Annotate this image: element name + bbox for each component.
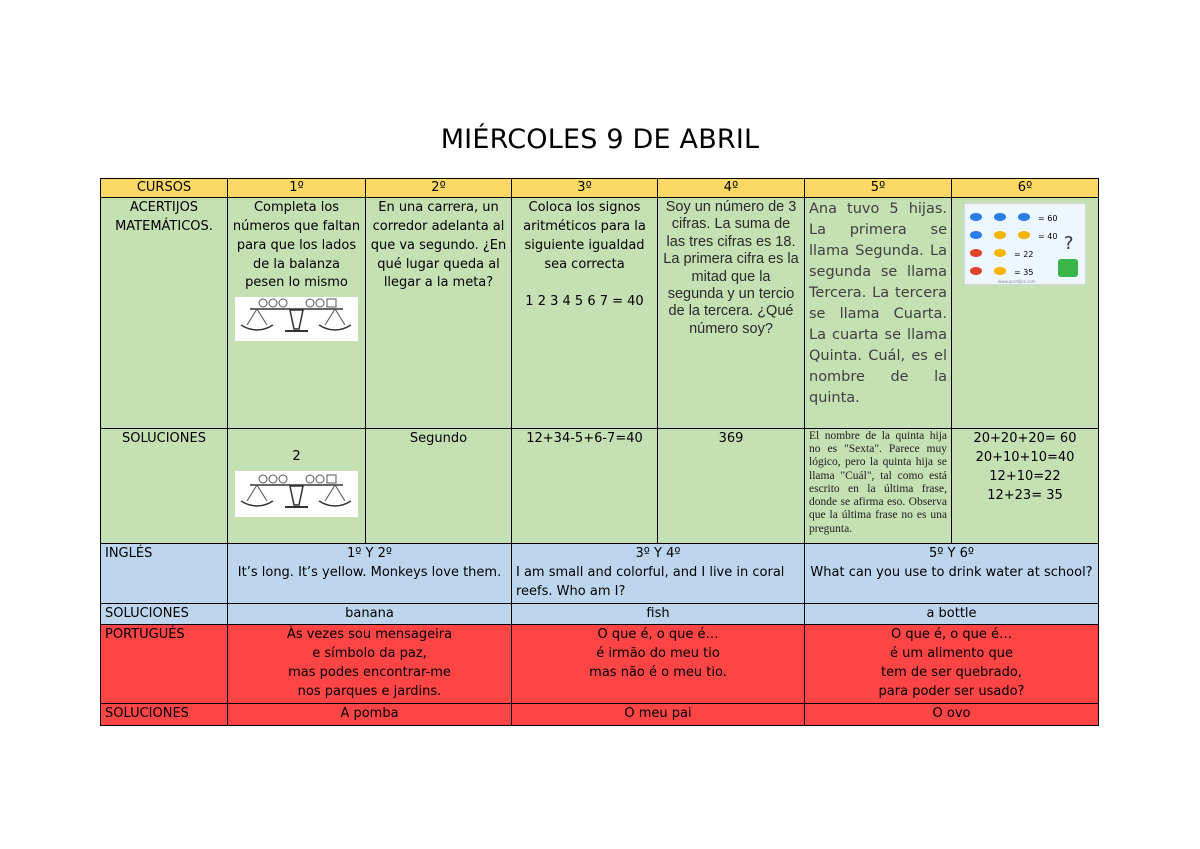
- ingles-group-2-grades: 3º Y 4º: [635, 546, 681, 561]
- ingles-label: INGLÉS: [101, 544, 228, 604]
- puzzle-question-mark: ?: [1064, 233, 1074, 254]
- solucion-ing-2: fish: [512, 603, 805, 625]
- ingles-group-2-text: I am small and colorful, and I live in coral reefs. Who am I?: [516, 564, 785, 599]
- solucion-grade-3: 12+34-5+6-7=40: [512, 429, 658, 544]
- acertijo-grade-3: [512, 198, 658, 429]
- acertijo-grade-4: Soy un número de 3 cifras. La suma de las tres cifras es 18. La primera cifra es la mitad que la segunda y un tercio de la tercera. ¿Qué número soy?: [658, 198, 805, 429]
- solucion-grade-5: El nombre de la quinta hija no es "Sexta". Parece muy lógico, pero la quinta hija se llama "Cuál", tal como está escrito en la última frase, donde se afirma eso. Observa que la última frase no es una pregunta.: [805, 429, 952, 544]
- ingles-row: [101, 544, 1099, 604]
- acertijo-grade-5: Ana tuvo 5 hijas. La primera se llama Segunda. La segunda se llama Tercera. La tercera se llama Cuarta. La cuarta se llama Quinta. Cuál, es el nombre de la quinta.: [805, 198, 952, 429]
- ingles-group-2: [512, 544, 805, 604]
- solucion-grade-6: 20+20+20= 60 20+10+10=40 12+10=22 12+23= 35: [952, 429, 1099, 544]
- header-cursos: CURSOS: [101, 179, 228, 198]
- soluciones-por-label: SOLUCIONES: [101, 704, 228, 726]
- header-grade-1: 1º: [228, 179, 366, 198]
- soluciones-ing-label: SOLUCIONES: [101, 603, 228, 625]
- ingles-group-3-text: What can you use to drink water at school?: [810, 564, 1093, 580]
- puzzle-site: www.acertijos.com: [998, 279, 1036, 284]
- header-grade-5: 5º: [805, 179, 952, 198]
- acertijo-grade-3-text: Coloca los signos aritméticos para la siguiente igualdad sea correcta: [523, 200, 646, 272]
- solucion-ing-3: a bottle: [805, 603, 1099, 625]
- puzzle-sum-2: = 40: [1038, 232, 1058, 241]
- ingles-group-1-text: It’s long. It’s yellow. Monkeys love them.: [237, 564, 502, 580]
- page-title: MIÉRCOLES 9 DE ABRIL: [440, 124, 760, 155]
- solucion-grade-1-text: 2: [292, 449, 301, 464]
- soluciones-mat-row: [101, 429, 1099, 544]
- ingles-group-1-grades: 1º Y 2º: [347, 546, 392, 561]
- acertijos-row: [101, 198, 1099, 429]
- solucion-por-1: A pomba: [228, 704, 512, 726]
- solucion-grade-1: [228, 429, 366, 544]
- soluciones-ing-row: [101, 603, 1099, 625]
- balance-scale-icon: [235, 297, 358, 341]
- solucion-grade-4: 369: [658, 429, 805, 544]
- header-row: [101, 179, 1099, 198]
- header-grade-2: 2º: [366, 179, 512, 198]
- puzzle-sum-3: = 22: [1014, 250, 1034, 259]
- header-grade-6: 6º: [952, 179, 1099, 198]
- ingles-group-3-grades: 5º Y 6º: [929, 546, 974, 561]
- activities-table: [100, 178, 1099, 726]
- ingles-group-3: [805, 544, 1099, 604]
- acertijo-grade-2: En una carrera, un corredor adelanta al que va segundo. ¿En qué lugar queda al llegar a la meta?: [366, 198, 512, 429]
- ingles-group-1: [228, 544, 512, 604]
- acertijos-label: ACERTIJOS MATEMÁTICOS.: [101, 198, 228, 429]
- acertijo-grade-6: [952, 198, 1099, 429]
- portugues-label: PORTUGUÉS: [101, 625, 228, 704]
- balance-scale-solution-icon: [235, 471, 358, 517]
- soluciones-por-row: [101, 704, 1099, 726]
- portugues-text-2: O que é, o que é… é irmão do meu tio mas não é o meu tio.: [512, 625, 805, 704]
- portugues-row: [101, 625, 1099, 704]
- solucion-ing-1: banana: [228, 603, 512, 625]
- solucion-por-2: O meu pai: [512, 704, 805, 726]
- solucion-grade-2: Segundo: [366, 429, 512, 544]
- portugues-text-3: O que é, o que é… é um alimento que tem de ser quebrado, para poder ser usado?: [805, 625, 1099, 704]
- acertijo-grade-3-equation: 1 2 3 4 5 6 7 = 40: [525, 294, 644, 310]
- header-grade-4: 4º: [658, 179, 805, 198]
- acertijo-grade-1-text: Completa los números que faltan para que los lados de la balanza pesen lo mismo: [232, 200, 361, 291]
- header-grade-3: 3º: [512, 179, 658, 198]
- portugues-text-1: Às vezes sou mensageira e símbolo da paz, mas podes encontrar-me nos parques e jardins.: [228, 625, 512, 704]
- puzzle-sum-1: = 60: [1038, 214, 1058, 223]
- acertijo-grade-1: [228, 198, 366, 429]
- puzzle-sum-4: = 35: [1014, 268, 1034, 277]
- fish-puzzle-icon: [964, 203, 1086, 285]
- soluciones-mat-label: SOLUCIONES: [101, 429, 228, 544]
- solucion-por-3: O ovo: [805, 704, 1099, 726]
